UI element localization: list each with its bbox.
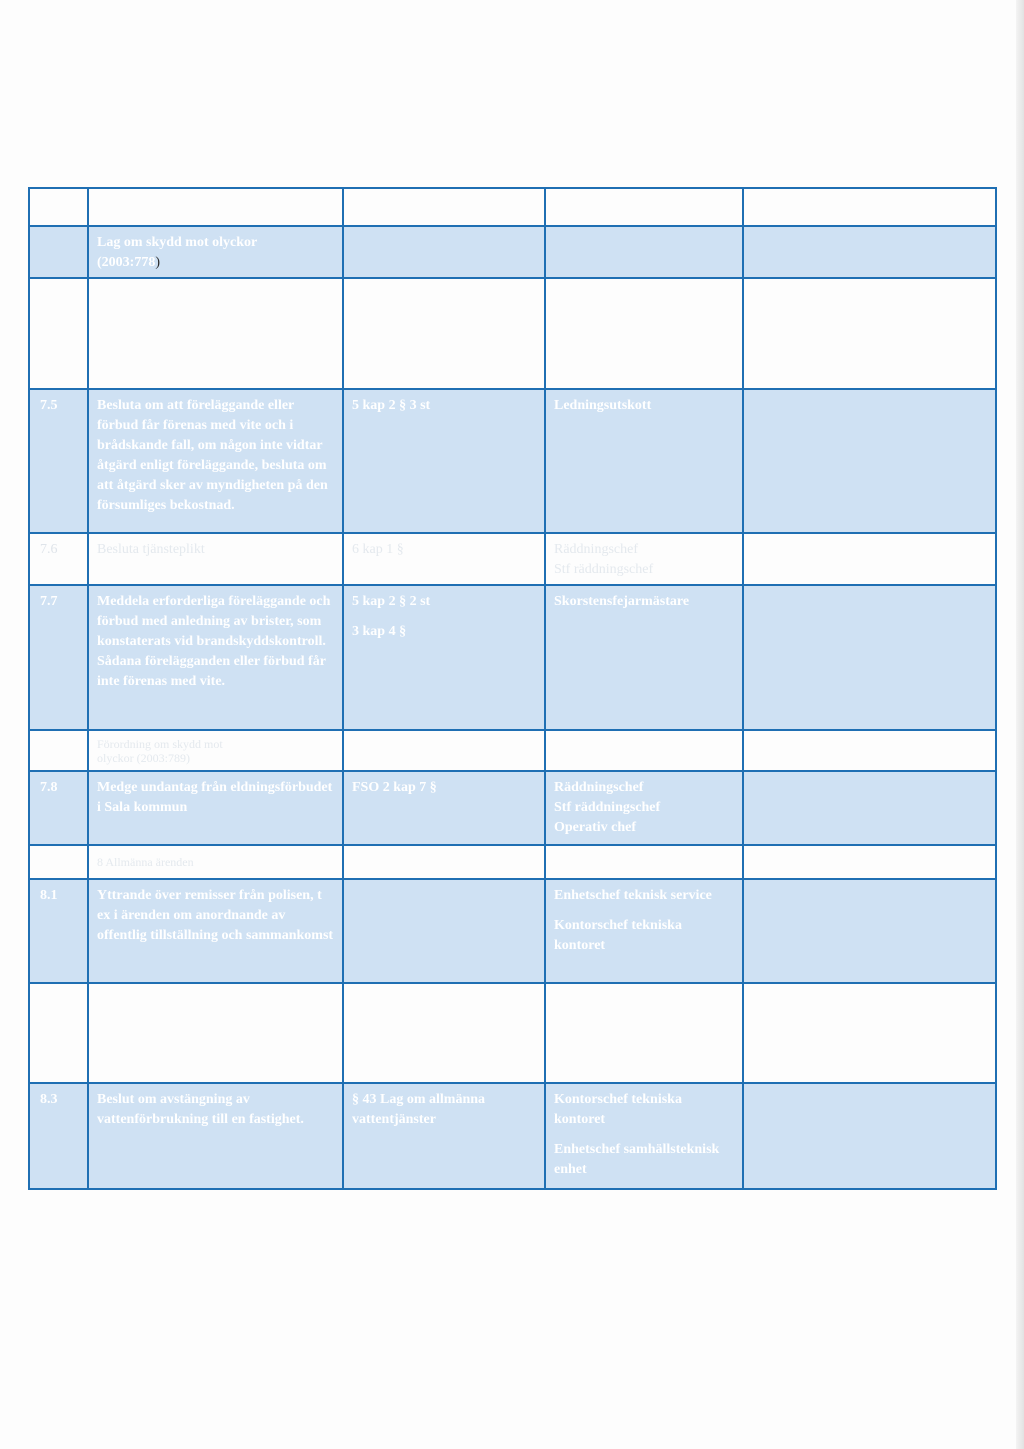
lagrum-line: § 43 Lag om allmänna vattentjänster [352,1092,486,1127]
anm-cell [743,730,996,771]
lagrum-cell [343,845,545,879]
header-cell-nr [29,188,88,226]
lagrum-cell [343,278,545,389]
table-row [29,585,996,730]
section-title-line: olyckor (2003:789) [97,751,190,765]
delegat-line: Ledningsutskott [554,398,652,413]
row-number [29,845,88,879]
delegat-cell [545,226,743,278]
row-number: 7.7 [29,585,88,730]
delegat-cell [545,845,743,879]
delegat-line: Enhetschef teknisk service [554,888,712,903]
anm-cell [743,845,996,879]
lagrum-line: 5 kap 2 § 3 st [352,398,431,413]
closing-paren: ) [155,255,160,270]
lagrum-cell [343,389,545,533]
table-row [29,389,996,533]
table-row [29,771,996,845]
anm-cell [743,771,996,845]
lagrum-cell [343,585,545,730]
row-number [29,278,88,389]
arende-cell: Meddela erforderliga föreläggande och förbud med anledning av brister, som konstaterats vid brandskyddskontroll. Sådana förelägganden eller förbud får inte förenas med vite. [88,585,343,730]
delegat-cell [545,389,743,533]
section-title [88,226,343,278]
page-header [0,30,1024,70]
anm-cell [743,585,996,730]
arende-cell [88,278,343,389]
delegat-cell [545,1083,743,1189]
delegat-line: Räddningschef [554,780,644,795]
arende-cell: Yttrande över remisser från polisen, t ex i ärenden om anordnande av offentlig tillställning och sammankomst [88,879,343,983]
delegat-line: Enhetschef samhällsteknisk enhet [554,1142,720,1177]
table-row [29,533,996,585]
delegat-line: Skorstensfejarmästare [554,594,690,609]
lagrum-line: FSO 2 kap 7 § [352,780,437,795]
lagrum-line: 5 kap 2 § 2 st [352,594,431,609]
arende-cell: Medge undantag från eldningsförbudet i Sala kommun [88,771,343,845]
table-row [29,879,996,983]
row-number: 8.3 [29,1083,88,1189]
anm-cell [743,533,996,585]
arende-cell [88,983,343,1083]
lagrum-cell [343,983,545,1083]
header-cell-anm [743,188,996,226]
section-title-line: Lag om skydd mot olyckor [97,235,258,250]
lagrum-cell [343,1083,545,1189]
delegat-line: Kontorschef tekniska kontoret [554,918,682,953]
delegat-cell [545,278,743,389]
delegat-cell [545,585,743,730]
delegat-line: Stf räddningschef [554,562,654,577]
header-cell-arende [88,188,343,226]
section-row-fso [29,730,996,771]
delegation-table [28,187,997,1190]
delegat-cell [545,533,743,585]
row-number [29,983,88,1083]
table-row [29,1083,996,1189]
anm-cell [743,879,996,983]
header-cell-delegat [545,188,743,226]
arende-cell: Besluta om att föreläggande eller förbud får förenas med vite och i brådskande fall, om någon inte vidtar åtgärd enligt föreläggande, besluta om att åtgärd sker av myndigheten på den försumliges bekostnad. [88,389,343,533]
section-row-allmanna [29,845,996,879]
delegat-cell [545,879,743,983]
delegat-cell [545,983,743,1083]
spacer [554,1130,734,1140]
arende-cell: Beslut om avstängning av vattenförbrukning till en fastighet. [88,1083,343,1189]
delegat-line: Räddningschef [554,542,638,557]
spacer [352,612,536,622]
row-number: 7.6 [29,533,88,585]
table-row [29,278,996,389]
anm-cell [743,389,996,533]
spacer [554,906,734,916]
row-number [29,730,88,771]
arende-cell: Besluta tjänsteplikt [88,533,343,585]
lagrum-line: 3 kap 4 § [352,624,407,639]
delegat-line: Kontorschef tekniska kontoret [554,1092,682,1127]
row-number: 7.8 [29,771,88,845]
delegat-line: Operativ chef [554,820,637,835]
lagrum-cell [343,226,545,278]
row-number: 7.5 [29,389,88,533]
header-cell-lagrum [343,188,545,226]
lagrum-cell [343,879,545,983]
table-row [29,983,996,1083]
row-number: 8.1 [29,879,88,983]
section-title [88,730,343,771]
lagrum-cell [343,771,545,845]
section-title-line: Förordning om skydd mot [97,737,223,751]
anm-cell [743,1083,996,1189]
lagrum-line: 6 kap 1 § [352,542,404,557]
anm-cell [743,226,996,278]
section-title-line: (2003:778 [97,255,156,270]
lagrum-cell [343,730,545,771]
table-header-row [29,188,996,226]
delegat-cell [545,771,743,845]
paper-edge [1016,0,1024,1449]
delegat-line: Stf räddningschef [554,800,661,815]
lagrum-cell [343,533,545,585]
anm-cell [743,983,996,1083]
section-title [88,845,343,879]
row-number [29,226,88,278]
delegat-cell [545,730,743,771]
anm-cell [743,278,996,389]
section-row-lag [29,226,996,278]
section-title-line: 8 Allmänna ärenden [97,855,194,869]
